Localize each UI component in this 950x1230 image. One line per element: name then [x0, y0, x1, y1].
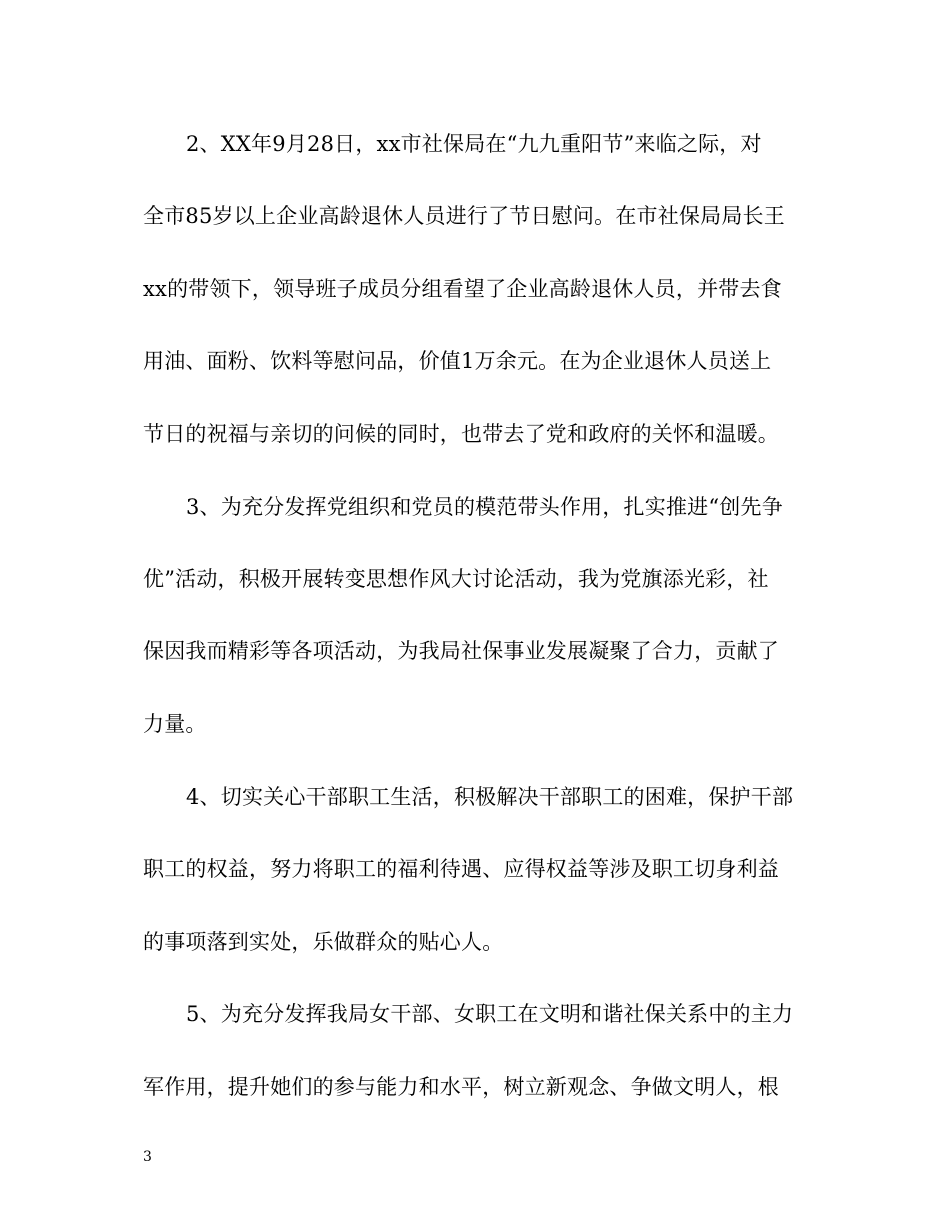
paragraph-3-line-4: 力量。: [143, 712, 207, 736]
paragraph-4-line-3: 的事项落到实处，乐做群众的贴心人。: [143, 930, 504, 954]
paragraph-2-line-5: 节日的祝福与亲切的问候的同时，也带去了党和政府的关怀和温暖。: [143, 422, 779, 446]
paragraph-2-line-2: 全市85岁以上企业高龄退休人员进行了节日慰问。在市社保局局长王: [143, 204, 785, 228]
paragraph-4-line-1: 4、切实关心干部职工生活，积极解决干部职工的困难，保护干部: [186, 785, 794, 809]
paragraph-2-line-1: 2、XX年9月28日，xx市社保局在“九九重阳节”来临之际，对: [186, 132, 762, 156]
paragraph-5-line-1: 5、为充分发挥我局女干部、女职工在文明和谐社保关系中的主力: [186, 1002, 794, 1026]
page-number: 3: [143, 1149, 152, 1165]
paragraph-5-line-2: 军作用，提升她们的参与能力和水平，树立新观念、争做文明人，根: [143, 1075, 779, 1099]
paragraph-2-line-3: xx的带领下，领导班子成员分组看望了企业高龄退休人员，并带去食: [143, 277, 782, 301]
paragraph-3-line-2: 优”活动，积极开展转变思想作风大讨论活动，我为党旗添光彩，社: [143, 567, 769, 591]
paragraph-3-line-1: 3、为充分发挥党组织和党员的模范带头作用，扎实推进“创先争: [186, 495, 783, 519]
paragraph-4-line-2: 职工的权益，努力将职工的福利待遇、应得权益等涉及职工切身利益: [143, 857, 779, 881]
paragraph-2-line-4: 用油、面粉、饮料等慰问品，价值1万余元。在为企业退休人员送上: [143, 349, 772, 373]
paragraph-3-line-3: 保因我而精彩等各项活动，为我局社保事业发展凝聚了合力，贡献了: [143, 639, 779, 663]
